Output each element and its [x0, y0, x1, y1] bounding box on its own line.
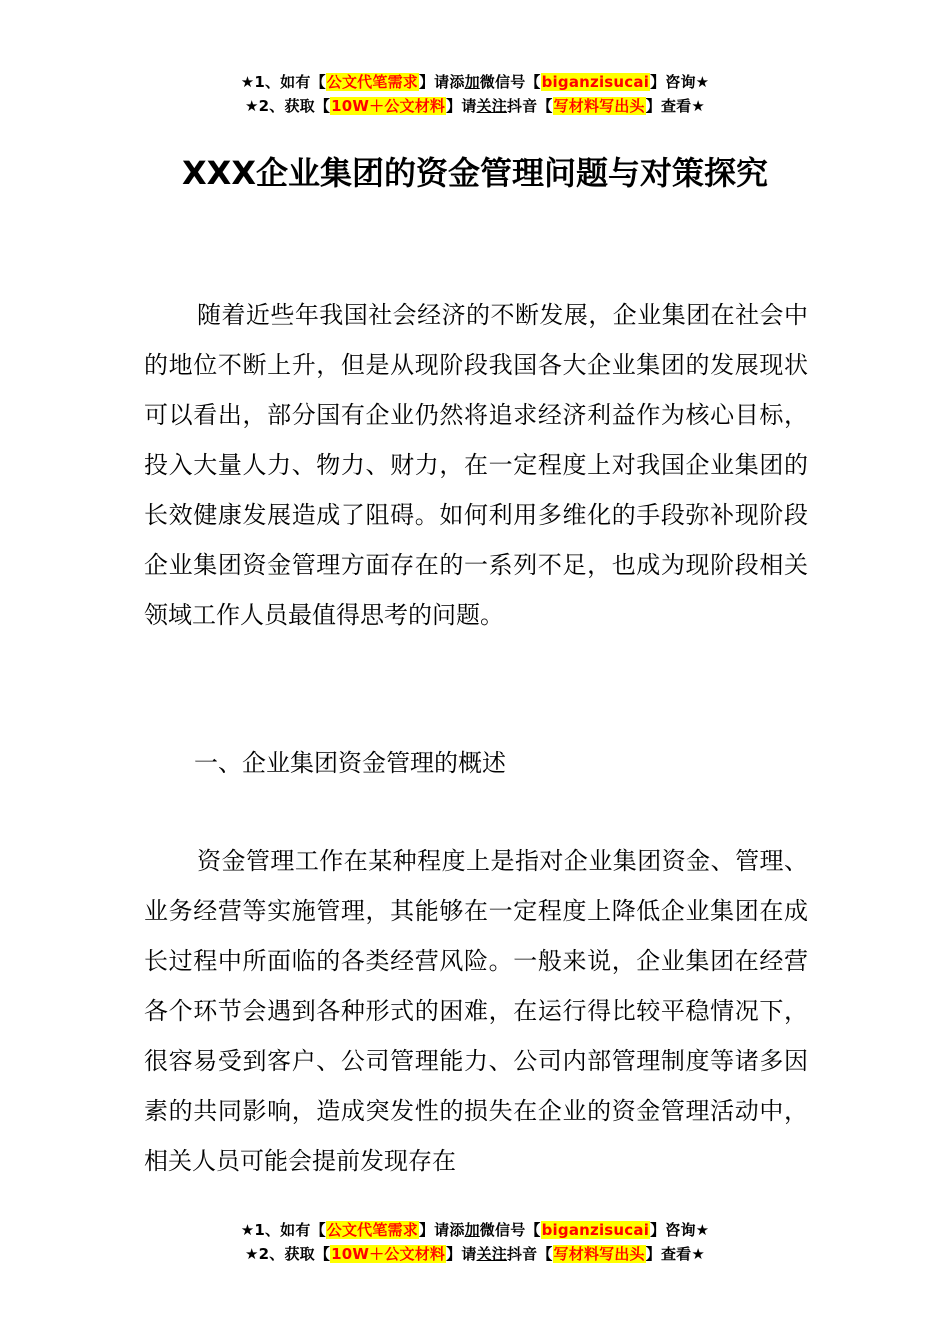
promo-line-2: [0, 1242, 950, 1266]
promo-text: 】请: [446, 97, 477, 115]
promo-line-1: [0, 70, 950, 94]
promo-wechat-id: biganzisucai: [541, 73, 650, 91]
promo-text: ★2、获取【: [245, 97, 331, 115]
promo-underline: 加: [464, 1221, 480, 1239]
paragraph-section1: 资金管理工作在某种程度上是指对企业集团资金、管理、业务经营等实施管理，其能够在一定程度上降低企业集团在成长过程中所面临的各类经营风险。一般来说，企业集团在经营各个环节会遇到各种形式的困难，在运行得比较平稳情况下，很容易受到客户、公司管理能力、公司内部管理制度等诸多因素的共同影响，造成突发性的损失在企业的资金管理活动中，相关人员可能会提前发现存在: [144, 847, 808, 1175]
promo-line-1: [0, 1218, 950, 1242]
promo-footer: [0, 1218, 950, 1266]
promo-highlight: 公文代笔需求: [326, 73, 418, 91]
promo-text: 】查看★: [645, 97, 705, 115]
promo-header: [0, 70, 950, 118]
promo-text: 抖音【: [506, 97, 553, 115]
promo-text: 】请添: [418, 73, 465, 91]
promo-text: ★1、如有【: [240, 1221, 326, 1239]
promo-douyin-id: 写材料写出头: [553, 1245, 645, 1263]
promo-text: 】咨询★: [650, 1221, 710, 1239]
promo-highlight: 公文代笔需求: [326, 1221, 418, 1239]
promo-text: ★2、获取【: [245, 1245, 331, 1263]
section-heading: 一、企业集团资金管理的概述: [194, 749, 506, 777]
promo-highlight: 10W＋公文材料: [331, 1245, 446, 1263]
promo-line-2: [0, 94, 950, 118]
promo-text: 抖音【: [506, 1245, 553, 1263]
promo-text: 微信号【: [479, 73, 541, 91]
document-title: XXX企业集团的资金管理问题与对策探究: [181, 154, 769, 192]
promo-text: 】咨询★: [650, 73, 710, 91]
promo-highlight: 10W＋公文材料: [331, 97, 446, 115]
promo-text: ★1、如有【: [240, 73, 326, 91]
promo-underline: 加: [464, 73, 480, 91]
promo-text: 】请添: [418, 1221, 465, 1239]
promo-underline: 关注: [476, 97, 507, 115]
promo-text: 】请: [446, 1245, 477, 1263]
promo-wechat-id: biganzisucai: [541, 1221, 650, 1239]
promo-douyin-id: 写材料写出头: [553, 97, 645, 115]
promo-text: 微信号【: [479, 1221, 541, 1239]
promo-underline: 关注: [476, 1245, 507, 1263]
paragraph-intro: 随着近些年我国社会经济的不断发展，企业集团在社会中的地位不断上升，但是从现阶段我国各大企业集团的发展现状可以看出，部分国有企业仍然将追求经济利益作为核心目标，投入大量人力、物力、财力，在一定程度上对我国企业集团的长效健康发展造成了阻碍。如何利用多维化的手段弥补现阶段企业集团资金管理方面存在的一系列不足，也成为现阶段相关领域工作人员最值得思考的问题。: [144, 301, 808, 629]
promo-text: 】查看★: [645, 1245, 705, 1263]
